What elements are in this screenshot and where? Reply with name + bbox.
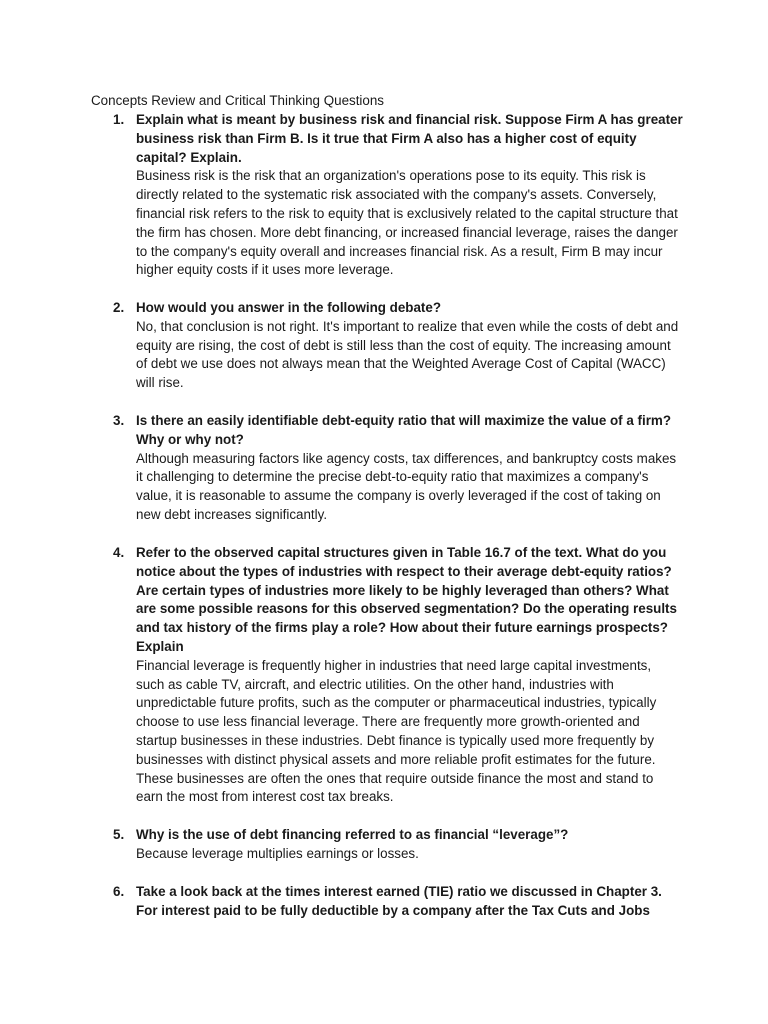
question-item-3 <box>113 412 683 525</box>
question-item-4 <box>113 544 683 807</box>
question-number: 3. <box>113 413 125 428</box>
question-item-1 <box>113 111 683 280</box>
answer-text: No, that conclusion is not right. It's important to realize that even while the costs of debt and equity are rising, the cost of debt is still less than the cost of equity. The increasing amount of debt we use does not always mean that the Weighted Average Cost of Capital (WACC) will rise. <box>136 318 679 391</box>
question-text: How would you answer in the following debate? <box>136 300 442 315</box>
question-text: Refer to the observed capital structures given in Table 16.7 of the text. What do you notice about the types of industries with respect to their average debt-equity ratios? Are certain types of industries more likely to be highly leveraged than others? What are some possible reasons for this observed segmentation? Do the operating results and tax history of the firms play a role? How about their future earnings prospects? Explain <box>136 545 677 654</box>
question-item-2 <box>113 299 683 393</box>
answer-text: Although measuring factors like agency costs, tax differences, and bankruptcy costs makes it challenging to determine the precise debt-to-equity ratio that maximizes a company's value, it is reasonable to assume the company is overly leveraged if the cost of taking on new debt increases significantly. <box>136 450 677 522</box>
question-text: Take a look back at the times interest earned (TIE) ratio we discussed in Chapter 3. For interest paid to be fully deductible by a company after the Tax Cuts and Jobs <box>136 884 662 918</box>
question-text: Explain what is meant by business risk and financial risk. Suppose Firm A has greater business risk than Firm B. Is it true that Firm A also has a higher cost of equity capital? Explain. <box>136 112 683 165</box>
document-title: Concepts Review and Critical Thinking Questions <box>91 93 384 108</box>
answer-text: Because leverage multiplies earnings or losses. <box>136 845 419 861</box>
question-number: 5. <box>113 827 125 842</box>
answer-text: Financial leverage is frequently higher in industries that need large capital investments, such as cable TV, aircraft, and electric utilities. On the other hand, industries with unpredictable future profits, such as the computer or pharmaceutical industries, typically choose to use less financial leverage. There are frequently more growth-oriented and startup businesses in these industries. Debt finance is typically used more frequently by businesses with distinct physical assets and more reliable profit estimates for the future. These businesses are often the ones that require outside finance the most and stand to earn the most from interest cost tax breaks. <box>136 657 657 805</box>
question-number: 1. <box>113 112 125 127</box>
question-text: Why is the use of debt financing referred to as financial “leverage”? <box>136 827 569 842</box>
question-item-5 <box>113 826 683 864</box>
question-number: 4. <box>113 545 125 560</box>
question-number: 2. <box>113 300 125 315</box>
question-text: Is there an easily identifiable debt-equity ratio that will maximize the value of a firm? Why or why not? <box>136 413 672 447</box>
answer-text: Business risk is the risk that an organization's operations pose to its equity. This risk is directly related to the systematic risk associated with the company's assets. Conversely, financial risk refers to the risk to equity that is exclusively related to the capital structure that the firm has chosen. More debt financing, or increased financial leverage, raises the danger to the company's equity overall and increases financial risk. As a result, Firm B may incur higher equity costs if it uses more leverage. <box>136 168 678 278</box>
question-item-6 <box>113 883 683 921</box>
question-number: 6. <box>113 884 125 899</box>
